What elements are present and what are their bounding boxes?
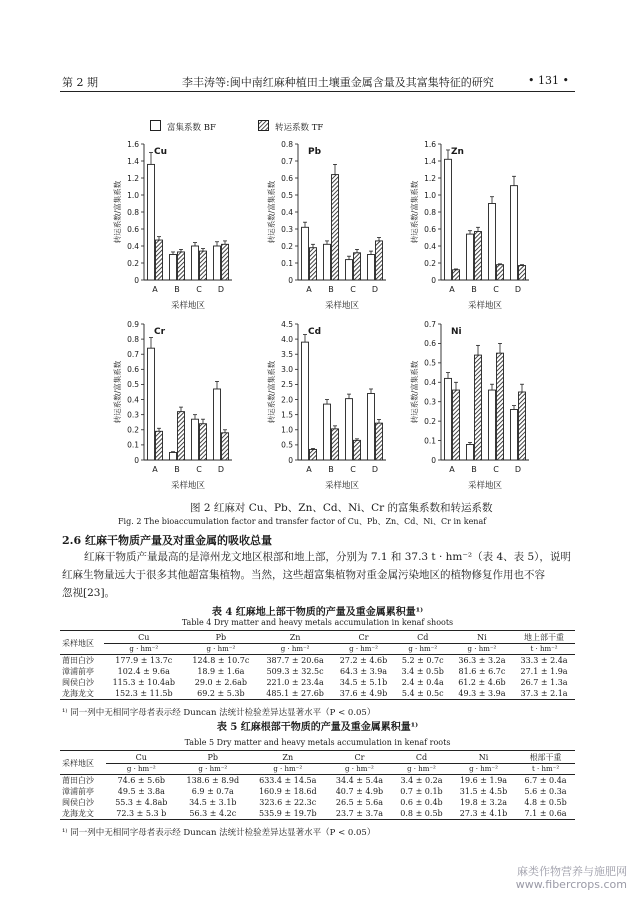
- x-tick-label: C: [493, 465, 499, 474]
- bar-bf: [511, 186, 518, 280]
- y-tick-label: 0.6: [281, 173, 293, 183]
- table-cell: 36.3 ± 3.2a: [458, 656, 506, 665]
- panel-element-label: Ni: [451, 327, 462, 337]
- y-tick-label: 1.4: [424, 156, 436, 166]
- table-unit-cell: g · hm⁻²: [177, 764, 249, 775]
- x-tick-label: B: [328, 465, 334, 474]
- table-cell: 26.7 ± 1.3a: [520, 678, 568, 687]
- y-tick-label: 0.3: [281, 224, 293, 234]
- y-tick-label: 0.8: [127, 334, 139, 344]
- y-tick-label: 1.4: [127, 156, 139, 166]
- table-header-cell: 地上部干重: [513, 632, 575, 644]
- table-unit-cell: g · hm⁻²: [104, 644, 184, 655]
- table-row: [60, 775, 575, 787]
- y-tick-label: 0.9: [127, 319, 139, 329]
- table-header-cell: Pb: [177, 752, 249, 764]
- x-tick-label: B: [174, 465, 180, 474]
- table-unit-cell: g · hm⁻²: [249, 764, 327, 775]
- bar-bf: [302, 342, 309, 460]
- bar-tf: [497, 353, 504, 460]
- y-tick-label: 0: [288, 455, 293, 465]
- table-cell: 5.6 ± 0.3a: [524, 787, 567, 796]
- legend-bf: 富集系数 BF: [150, 120, 216, 133]
- table5: [60, 752, 575, 820]
- bar-bf: [368, 394, 375, 460]
- table5-footnote: ¹⁾ 同一列中无相同字母者表示经 Duncan 法统计检验差异达显著水平（P < 0.05）: [62, 828, 376, 838]
- table-unit-cell: t · hm⁻²: [516, 764, 575, 775]
- y-tick-label: 0.4: [127, 395, 139, 405]
- x-axis-label: 采样地区: [170, 481, 206, 491]
- bar-bf: [346, 260, 353, 280]
- table-row: [60, 655, 575, 667]
- table-cell: 31.5 ± 4.5b: [459, 787, 508, 796]
- x-tick-label: A: [449, 465, 455, 474]
- watermark-line2: www.fibercrops.com: [515, 878, 627, 891]
- table-cell: 漳浦前亭: [62, 667, 94, 676]
- table-header-cell: 采样地区: [60, 752, 106, 775]
- x-tick-label: C: [350, 285, 356, 294]
- y-tick-label: 1.2: [127, 173, 139, 183]
- y-tick-label: 4.5: [281, 319, 293, 329]
- bar-bf: [324, 404, 331, 460]
- table-header-cell: 根部干重: [516, 752, 575, 764]
- bar-tf: [200, 251, 207, 280]
- x-axis-label: 采样地区: [467, 481, 503, 491]
- y-axis-label: 转运系数/富集系数: [267, 360, 276, 424]
- bar-tf: [453, 270, 460, 280]
- table-cell: 19.6 ± 1.9a: [459, 776, 508, 785]
- table-header-cell: Cd: [395, 632, 451, 644]
- section-paragraph: [62, 548, 574, 602]
- y-tick-label: 0.6: [127, 224, 139, 234]
- bar-bf: [148, 348, 155, 460]
- table-header-cell: Ni: [451, 632, 513, 644]
- bar-tf: [354, 440, 361, 460]
- table-cell: 7.1 ± 0.6a: [516, 808, 575, 820]
- table-cell: 27.3 ± 4.1b: [451, 808, 516, 820]
- table-row: [60, 677, 575, 688]
- bar-bf: [445, 378, 452, 460]
- table-cell: 160.9 ± 18.6d: [258, 787, 317, 796]
- y-tick-label: 0.6: [424, 339, 436, 349]
- y-tick-label: 0.5: [424, 358, 436, 368]
- y-tick-label: 0.6: [127, 365, 139, 375]
- table-cell: 115.3 ± 10.4ab: [112, 678, 175, 687]
- x-tick-label: B: [471, 285, 477, 294]
- table-unit-cell: g · hm⁻²: [451, 764, 516, 775]
- y-tick-label: 4.0: [281, 334, 293, 344]
- bar-tf: [310, 449, 317, 460]
- x-tick-label: A: [152, 465, 158, 474]
- table-cell: 龙海龙文: [60, 808, 106, 820]
- table-header-cell: Cd: [392, 752, 451, 764]
- table-cell: 5.4 ± 0.5c: [395, 688, 451, 700]
- table-cell: 0.7 ± 0.1b: [400, 787, 443, 796]
- y-tick-label: 0: [431, 275, 436, 285]
- table-cell: 2.4 ± 0.4a: [401, 678, 444, 687]
- y-tick-label: 2.5: [281, 380, 293, 390]
- bar-bf: [489, 204, 496, 281]
- paragraph-line: 忽视[23]。: [62, 587, 116, 599]
- table-row: [60, 808, 575, 820]
- y-tick-label: 2.0: [281, 395, 293, 405]
- table-cell: 漳浦前亭: [62, 787, 94, 796]
- bar-chart: [108, 318, 278, 503]
- x-tick-label: A: [306, 465, 312, 474]
- table-cell: 535.9 ± 19.7b: [249, 808, 327, 820]
- y-axis-label: 转运系数/富集系数: [267, 180, 276, 244]
- bar-chart: [405, 138, 575, 323]
- watermark: [516, 865, 627, 891]
- bar-bf: [511, 409, 518, 460]
- bar-bf: [324, 244, 331, 280]
- bar-bf: [346, 399, 353, 460]
- x-tick-label: B: [174, 285, 180, 294]
- panel-element-label: Cu: [154, 147, 168, 157]
- y-tick-label: 0.2: [127, 258, 139, 268]
- y-tick-label: 0: [431, 455, 436, 465]
- x-tick-label: D: [371, 285, 379, 294]
- table-header-cell: Cu: [106, 752, 177, 764]
- table-cell: 56.3 ± 4.2c: [177, 808, 249, 820]
- table-row: [60, 666, 575, 677]
- bar-tf: [222, 244, 229, 280]
- table-cell: 124.8 ± 10.7c: [192, 656, 250, 665]
- table-row: [60, 797, 575, 808]
- issue-number: 第 2 期: [62, 76, 98, 89]
- bar-chart: [108, 138, 278, 323]
- table4-title-cn: 表 4 红麻地上部干物质的产量及重金属累积量¹⁾: [211, 607, 424, 618]
- table-cell: 0.6 ± 0.4b: [400, 798, 443, 807]
- y-axis-label: 转运系数/富集系数: [113, 180, 122, 244]
- y-tick-label: 0.7: [424, 319, 436, 329]
- table-cell: 3.4 ± 0.2a: [400, 776, 443, 785]
- y-tick-label: 0.7: [127, 350, 139, 360]
- bar-bf: [214, 389, 221, 460]
- table-cell: 18.9 ± 1.6a: [197, 667, 245, 676]
- table-cell: 33.3 ± 2.4a: [520, 656, 568, 665]
- paragraph-line: 红麻生物量远大于很多其他超富集植物。当然，这些超富集植物对重金属污染地区的植物修复作用也不容: [62, 569, 545, 581]
- bar-bf: [170, 452, 177, 460]
- figure-caption-cn: 图 2 红麻对 Cu、Pb、Zn、Cd、Ni、Cr 的富集系数和转运系数: [190, 502, 493, 514]
- bar-bf: [302, 227, 309, 280]
- x-axis-label: 采样地区: [324, 301, 360, 311]
- y-tick-label: 1.0: [127, 190, 139, 200]
- table-cell: 闽侯白沙: [62, 798, 94, 807]
- y-tick-label: 0.3: [424, 397, 436, 407]
- y-axis-label: 转运系数/富集系数: [410, 360, 419, 424]
- bar-chart: [405, 318, 575, 503]
- panel-element-label: Cd: [308, 327, 322, 337]
- table-unit-cell: g · hm⁻²: [106, 764, 177, 775]
- table-unit-cell: g · hm⁻²: [392, 764, 451, 775]
- bar-tf: [178, 412, 185, 460]
- table4-footnote: ¹⁾ 同一列中无相同字母者表示经 Duncan 法统计检验差异达显著水平（P < 0.05）: [62, 708, 376, 718]
- bar-bf: [445, 159, 452, 280]
- table-cell: 0.8 ± 0.5b: [392, 808, 451, 820]
- x-tick-label: B: [328, 285, 334, 294]
- y-tick-label: 1.6: [127, 139, 139, 149]
- section-heading: 2.6 红麻干物质产量及对重金属的吸收总量: [62, 534, 272, 547]
- y-tick-label: 0.2: [424, 258, 436, 268]
- bar-tf: [222, 433, 229, 460]
- y-tick-label: 0: [134, 275, 139, 285]
- y-tick-label: 0.4: [424, 378, 436, 388]
- table-cell: 152.3 ± 11.5b: [104, 688, 184, 700]
- table-cell: 6.9 ± 0.7a: [191, 787, 234, 796]
- table-cell: 23.7 ± 3.7a: [327, 808, 392, 820]
- bar-tf: [376, 423, 383, 460]
- bar-bf: [170, 255, 177, 281]
- table-cell: 6.7 ± 0.4a: [524, 776, 567, 785]
- bar-tf: [332, 429, 339, 460]
- bar-tf: [200, 424, 207, 460]
- bar-tf: [156, 240, 163, 280]
- x-axis-label: 采样地区: [170, 301, 206, 311]
- x-tick-label: A: [449, 285, 455, 294]
- table-header-cell: Cu: [104, 632, 184, 644]
- y-tick-label: 1.0: [424, 190, 436, 200]
- y-tick-label: 1.0: [281, 425, 293, 435]
- bar-tf: [156, 431, 163, 460]
- table-cell: 387.7 ± 20.6a: [266, 656, 324, 665]
- table-cell: 102.4 ± 9.6a: [117, 667, 170, 676]
- table-cell: 61.2 ± 4.6b: [458, 678, 506, 687]
- paragraph-line: 红麻干物质产量最高的是漳州龙文地区根部和地上部，分别为 7.1 和 37.3 t · hm⁻²（表 4、表 5），说明: [84, 551, 571, 563]
- panel-element-label: Cr: [154, 327, 166, 337]
- bar-tf: [453, 390, 460, 460]
- panel-element-label: Pb: [308, 147, 322, 157]
- table-cell: 69.2 ± 5.3b: [184, 688, 258, 700]
- x-tick-label: C: [350, 465, 356, 474]
- table-cell: 221.0 ± 23.4a: [266, 678, 324, 687]
- table-cell: 40.7 ± 4.9b: [335, 787, 384, 796]
- bar-bf: [368, 255, 375, 281]
- table-row: [60, 688, 575, 700]
- x-tick-label: D: [217, 285, 225, 294]
- y-tick-label: 0.7: [281, 156, 293, 166]
- table-header-cell: 采样地区: [60, 632, 104, 655]
- table-cell: 莆田白沙: [62, 656, 94, 665]
- table-cell: 37.6 ± 4.9b: [332, 688, 394, 700]
- table-cell: 81.6 ± 6.7c: [458, 667, 506, 676]
- y-tick-label: 0.2: [127, 425, 139, 435]
- table-cell: 633.4 ± 14.5a: [259, 776, 317, 785]
- x-axis-label: 采样地区: [467, 301, 503, 311]
- bar-tf: [475, 355, 482, 460]
- bar-tf: [354, 253, 361, 280]
- bar-tf: [519, 392, 526, 460]
- y-tick-label: 1.2: [424, 173, 436, 183]
- table-row: [60, 786, 575, 797]
- x-tick-label: B: [471, 465, 477, 474]
- chart-panel-cu: [108, 138, 278, 323]
- y-tick-label: 0.2: [281, 241, 293, 251]
- y-tick-label: 0.4: [127, 241, 139, 251]
- table-cell: 19.8 ± 3.2a: [459, 798, 508, 807]
- figure-caption-en: Fig. 2 The bioaccumulation factor and transfer factor of Cu、Pb、Zn、Cd、Ni、Cr in kenaf: [118, 517, 487, 526]
- bar-tf: [519, 266, 526, 280]
- table-cell: 34.5 ± 3.1b: [189, 798, 237, 807]
- table5-title-en: Table 5 Dry matter and heavy metals accumulation in kenaf roots: [184, 738, 451, 747]
- table-unit-cell: g · hm⁻²: [327, 764, 392, 775]
- x-tick-label: A: [306, 285, 312, 294]
- bar-tf: [497, 265, 504, 280]
- table-cell: 莆田白沙: [62, 776, 94, 785]
- table-unit-cell: g · hm⁻²: [258, 644, 333, 655]
- chart-panel-ni: [405, 318, 575, 503]
- y-tick-label: 0.1: [424, 436, 436, 446]
- x-tick-label: D: [514, 285, 522, 294]
- y-tick-label: 0.1: [127, 440, 139, 450]
- table-cell: 485.1 ± 27.6b: [258, 688, 333, 700]
- chart-panel-zn: [405, 138, 575, 323]
- table-header-cell: Zn: [249, 752, 327, 764]
- table-cell: 49.5 ± 3.8a: [117, 787, 165, 796]
- x-tick-label: C: [493, 285, 499, 294]
- x-axis-label: 采样地区: [324, 481, 360, 491]
- y-tick-label: 0.8: [127, 207, 139, 217]
- table-cell: 177.9 ± 13.7c: [115, 656, 173, 665]
- running-title: 李丰涛等:闽中南红麻种植田土壤重金属含量及其富集特征的研究: [182, 76, 494, 89]
- bar-tf: [376, 241, 383, 280]
- y-tick-label: 0.1: [281, 258, 293, 268]
- bar-tf: [310, 248, 317, 280]
- table-cell: 龙海龙文: [60, 688, 104, 700]
- table-cell: 3.4 ± 0.5b: [401, 667, 444, 676]
- table-cell: 4.8 ± 0.5b: [524, 798, 567, 807]
- table-cell: 27.1 ± 1.9a: [520, 667, 568, 676]
- table-cell: 26.5 ± 5.6a: [335, 798, 383, 807]
- table-cell: 29.0 ± 2.6ab: [194, 678, 247, 687]
- bar-bf: [148, 164, 155, 280]
- table5-title-cn: 表 5 红麻根部干物质的产量及重金属累积量¹⁾: [216, 722, 419, 733]
- y-tick-label: 0.5: [127, 380, 139, 390]
- x-tick-label: D: [514, 465, 522, 474]
- header-rule: [60, 91, 575, 92]
- table-header-cell: Cr: [332, 632, 394, 644]
- x-tick-label: C: [196, 465, 202, 474]
- x-tick-label: D: [217, 465, 225, 474]
- page-number: • 131 •: [528, 74, 569, 87]
- table4: [60, 632, 575, 700]
- legend-tf-swatch: [258, 120, 269, 131]
- y-tick-label: 0.8: [281, 139, 293, 149]
- y-tick-label: 0.4: [281, 207, 293, 217]
- table-cell: 64.3 ± 3.9a: [339, 667, 388, 676]
- table-header-cell: Pb: [184, 632, 258, 644]
- table-header-cell: Ni: [451, 752, 516, 764]
- legend-tf: 转运系数 TF: [258, 120, 323, 133]
- bar-tf: [475, 232, 482, 280]
- table-cell: 323.6 ± 22.3c: [259, 798, 317, 807]
- table-cell: 72.3 ± 5.3 b: [106, 808, 177, 820]
- y-axis-label: 转运系数/富集系数: [410, 180, 419, 244]
- x-tick-label: D: [371, 465, 379, 474]
- table-cell: 27.2 ± 4.6b: [339, 656, 388, 665]
- watermark-line1: 麻类作物营养与施肥网: [517, 865, 627, 878]
- table-cell: 闽侯白沙: [62, 678, 94, 687]
- y-tick-label: 0.2: [424, 416, 436, 426]
- bar-bf: [214, 246, 221, 280]
- chart-panel-cr: [108, 318, 278, 503]
- x-tick-label: A: [152, 285, 158, 294]
- y-tick-label: 3.0: [281, 365, 293, 375]
- y-tick-label: 0.5: [281, 440, 293, 450]
- table-cell: 37.3 ± 2.1a: [513, 688, 575, 700]
- bar-bf: [467, 234, 474, 280]
- table-header-cell: Zn: [258, 632, 333, 644]
- table-unit-cell: g · hm⁻²: [184, 644, 258, 655]
- panel-element-label: Zn: [451, 147, 464, 157]
- y-tick-label: 0.5: [281, 190, 293, 200]
- bar-tf: [332, 175, 339, 280]
- bar-bf: [467, 444, 474, 460]
- table-cell: 34.4 ± 5.4a: [335, 776, 383, 785]
- y-tick-label: 0.6: [424, 224, 436, 234]
- table-cell: 509.3 ± 32.5c: [266, 667, 324, 676]
- y-axis-label: 转运系数/富集系数: [113, 360, 122, 424]
- table-cell: 74.6 ± 5.6b: [117, 776, 166, 785]
- table-cell: 49.3 ± 3.9a: [451, 688, 513, 700]
- y-tick-label: 1.5: [281, 410, 293, 420]
- table-cell: 138.6 ± 8.9d: [186, 776, 240, 785]
- bar-bf: [192, 419, 199, 460]
- y-tick-label: 0: [288, 275, 293, 285]
- legend-bf-swatch: [150, 120, 161, 131]
- bar-bf: [192, 246, 199, 280]
- bar-bf: [489, 390, 496, 460]
- table4-title-en: Table 4 Dry matter and heavy metals accumulation in kenaf shoots: [181, 618, 454, 627]
- y-tick-label: 0.8: [424, 207, 436, 217]
- table-unit-cell: t · hm⁻²: [513, 644, 575, 655]
- table-unit-cell: g · hm⁻²: [332, 644, 394, 655]
- y-tick-label: 0.4: [424, 241, 436, 251]
- table-cell: 5.2 ± 0.7c: [401, 656, 444, 665]
- bar-tf: [178, 252, 185, 280]
- y-tick-label: 0.3: [127, 410, 139, 420]
- y-tick-label: 0: [134, 455, 139, 465]
- table-cell: 34.5 ± 5.1b: [339, 678, 388, 687]
- x-tick-label: C: [196, 285, 202, 294]
- table-unit-cell: g · hm⁻²: [395, 644, 451, 655]
- y-tick-label: 3.5: [281, 350, 293, 360]
- table-header-cell: Cr: [327, 752, 392, 764]
- table-cell: 55.3 ± 4.8ab: [115, 798, 168, 807]
- y-tick-label: 1.6: [424, 139, 436, 149]
- table-unit-cell: g · hm⁻²: [451, 644, 513, 655]
